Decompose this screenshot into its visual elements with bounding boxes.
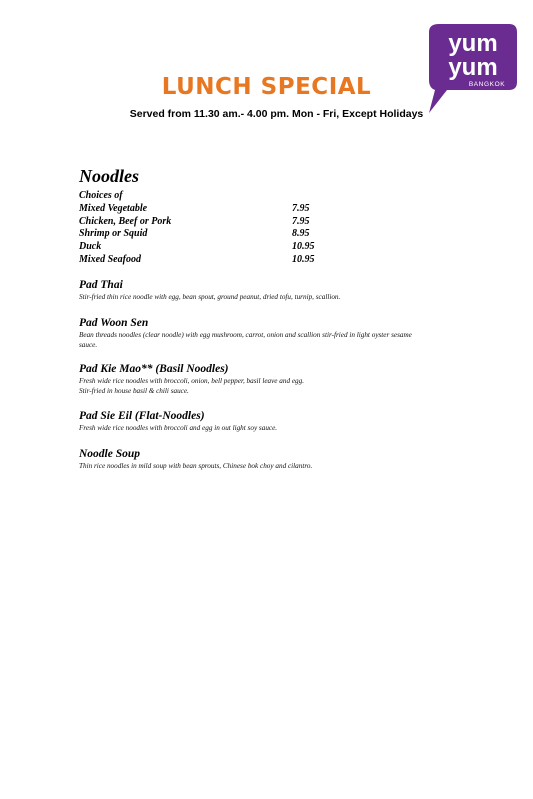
dish-item	[79, 447, 469, 471]
choice-price: 10.95	[292, 253, 315, 265]
dish-name: Pad Kie Mao** (Basil Noodles)	[79, 363, 229, 375]
choice-name: Duck	[79, 241, 102, 253]
dish-item	[79, 278, 469, 302]
choice-name: Mixed Seafood	[79, 253, 141, 265]
choice-row	[79, 254, 339, 267]
choice-name: Chicken, Beef or Pork	[79, 215, 172, 227]
dish-name: Pad Woon Sen	[79, 317, 149, 329]
service-hours: Served from 11.30 am.- 4.00 pm. Mon - Fri, Except Holidays	[129, 108, 424, 120]
dish-description: Fresh wide rice noodles with broccoli and egg in out light soy sauce.	[79, 424, 278, 432]
choice-row	[79, 228, 339, 241]
dish-item	[79, 316, 469, 350]
dish-description: Thin rice noodles in mild soup with bean sprouts, Chinese bok choy and cilantro.	[79, 462, 313, 470]
dish-name: Noodle Soup	[79, 448, 141, 460]
dish-description: Bean threads noodles (clear noodle) with egg mushroom, carrot, onion and scallion stir-fried in light oyster sesame	[79, 331, 412, 339]
dish-description: Fresh wide rice noodles with broccoli, onion, bell pepper, basil leave and egg.	[79, 377, 305, 385]
dish-item	[79, 362, 469, 396]
dish-description: sauce.	[79, 341, 98, 349]
page-title: LUNCH SPECIAL	[161, 74, 372, 100]
dish-item	[79, 409, 469, 433]
choice-price: 8.95	[292, 228, 310, 240]
section-title: Noodles	[79, 166, 139, 186]
brand-logo	[425, 20, 520, 115]
dish-description: Stir-fried thin rice noodle with egg, bean spout, ground peanut, dried tofu, turnip, scallion.	[79, 293, 341, 301]
choice-price: 10.95	[292, 241, 315, 253]
choice-price: 7.95	[292, 202, 310, 214]
dish-name: Pad Sie Eil (Flat-Noodles)	[79, 410, 205, 422]
dish-name: Pad Thai	[79, 279, 123, 291]
dish-description: Stir-fried in house basil & chili sauce.	[79, 387, 189, 395]
speech-bubble-logo-icon	[425, 20, 520, 115]
choice-row	[79, 241, 339, 254]
choices-list	[79, 190, 339, 267]
logo-tagline: BANGKOK	[468, 81, 506, 88]
choice-name: Mixed Vegetable	[79, 202, 148, 214]
logo-line1: yum	[448, 30, 498, 57]
choice-price: 7.95	[292, 215, 310, 227]
choice-row	[79, 216, 339, 229]
choices-label: Choices of	[79, 190, 123, 201]
choice-name: Shrimp or Squid	[79, 228, 148, 240]
choice-row	[79, 203, 339, 216]
logo-line2: yum	[448, 54, 498, 81]
